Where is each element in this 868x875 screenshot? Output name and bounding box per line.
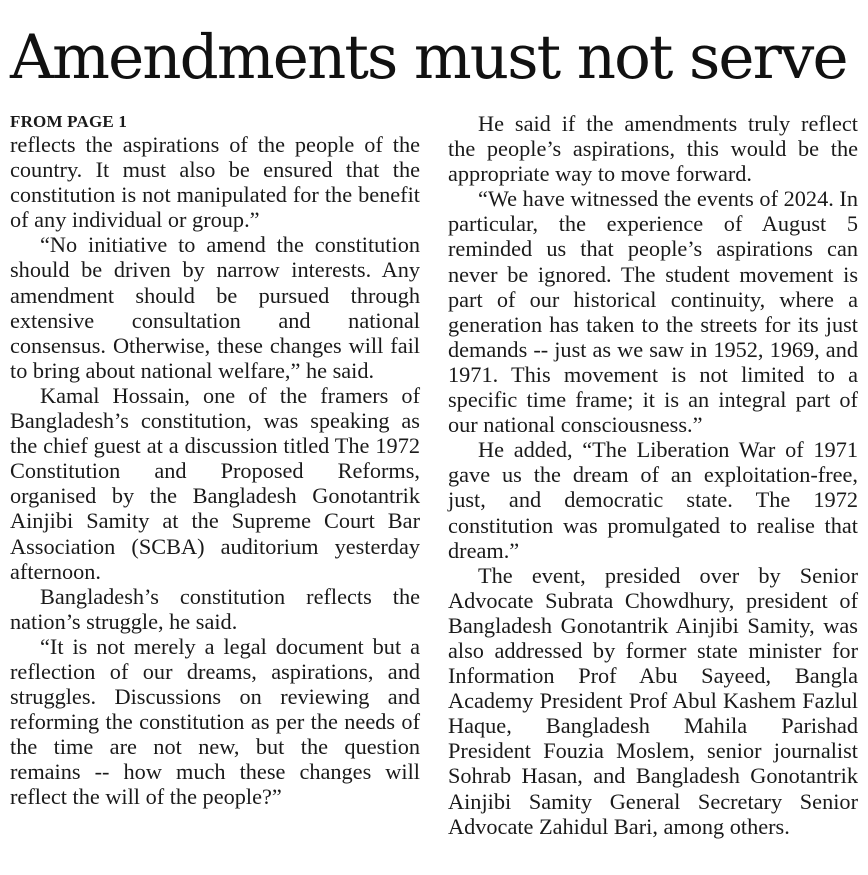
paragraph: reflects the aspirations of the people of the country. It must also be ensured that the constitution is not manipulated for the benefit of any individual or group.” [10, 132, 420, 233]
article-column-left [10, 111, 420, 810]
paragraph: He said if the amendments truly reflect the people’s aspirations, this would be the appropriate way to move forward. [448, 111, 858, 187]
continuation-kicker: FROM PAGE 1 [10, 112, 128, 131]
paragraph: Kamal Hossain, one of the framers of Bangladesh’s constitution, was speaking as the chief guest at a discussion titled The 1972 Constitution and Proposed Reforms, organised by the Bangladesh Gonotantrik Ainjibi Samity at the Supreme Court Bar Association (SCBA) auditorium yesterday afternoon. [10, 382, 420, 584]
paragraph: “We have witnessed the events of 2024. In particular, the experience of August 5 reminded us that people’s aspirations can never be ignored. The student movement is part of our historical continuity, where a generation has taken to the streets for its just demands -- just as we saw in 1952, 1969, and 1971. This movement is not limited to a specific time frame; it is an integral part of our national consciousness.” [448, 186, 858, 438]
paragraph: Bangladesh’s constitution reflects the nation’s struggle, he said. [10, 583, 420, 634]
paragraph: The event, presided over by Senior Advocate Subrata Chowdhury, president of Bangladesh Gonotantrik Ainjibi Samity, was also addressed by former state minister for Information Prof Abu Sayeed, Bangla Academy President Prof Abul Kashem Fazlul Haque, Bangladesh Mahila Parishad President Fouzia Moslem, senior journalist Sohrab Hasan, and Bangladesh Gonotantrik Ainjibi Samity General Secretary Senior Advocate Zahidul Bari, among others. [448, 562, 858, 839]
headline: Amendments must not serve [10, 22, 847, 93]
article-column-right [448, 111, 858, 839]
paragraph: “No initiative to amend the constitution should be driven by narrow interests. Any amendment should be pursued through extensive consultation and national consensus. Otherwise, these changes will fail to bring about national welfare,” he said. [10, 232, 420, 383]
paragraph: He added, “The Liberation War of 1971 gave us the dream of an exploitation-free, just, and democratic state. The 1972 constitution was promulgated to realise that dream.” [448, 437, 858, 563]
paragraph: “It is not merely a legal document but a reflection of our dreams, aspirations, and struggles. Discussions on reviewing and reforming the constitution as per the needs of the time are not new, but the question remains -- how much these changes will reflect the will of the people?” [10, 633, 420, 810]
